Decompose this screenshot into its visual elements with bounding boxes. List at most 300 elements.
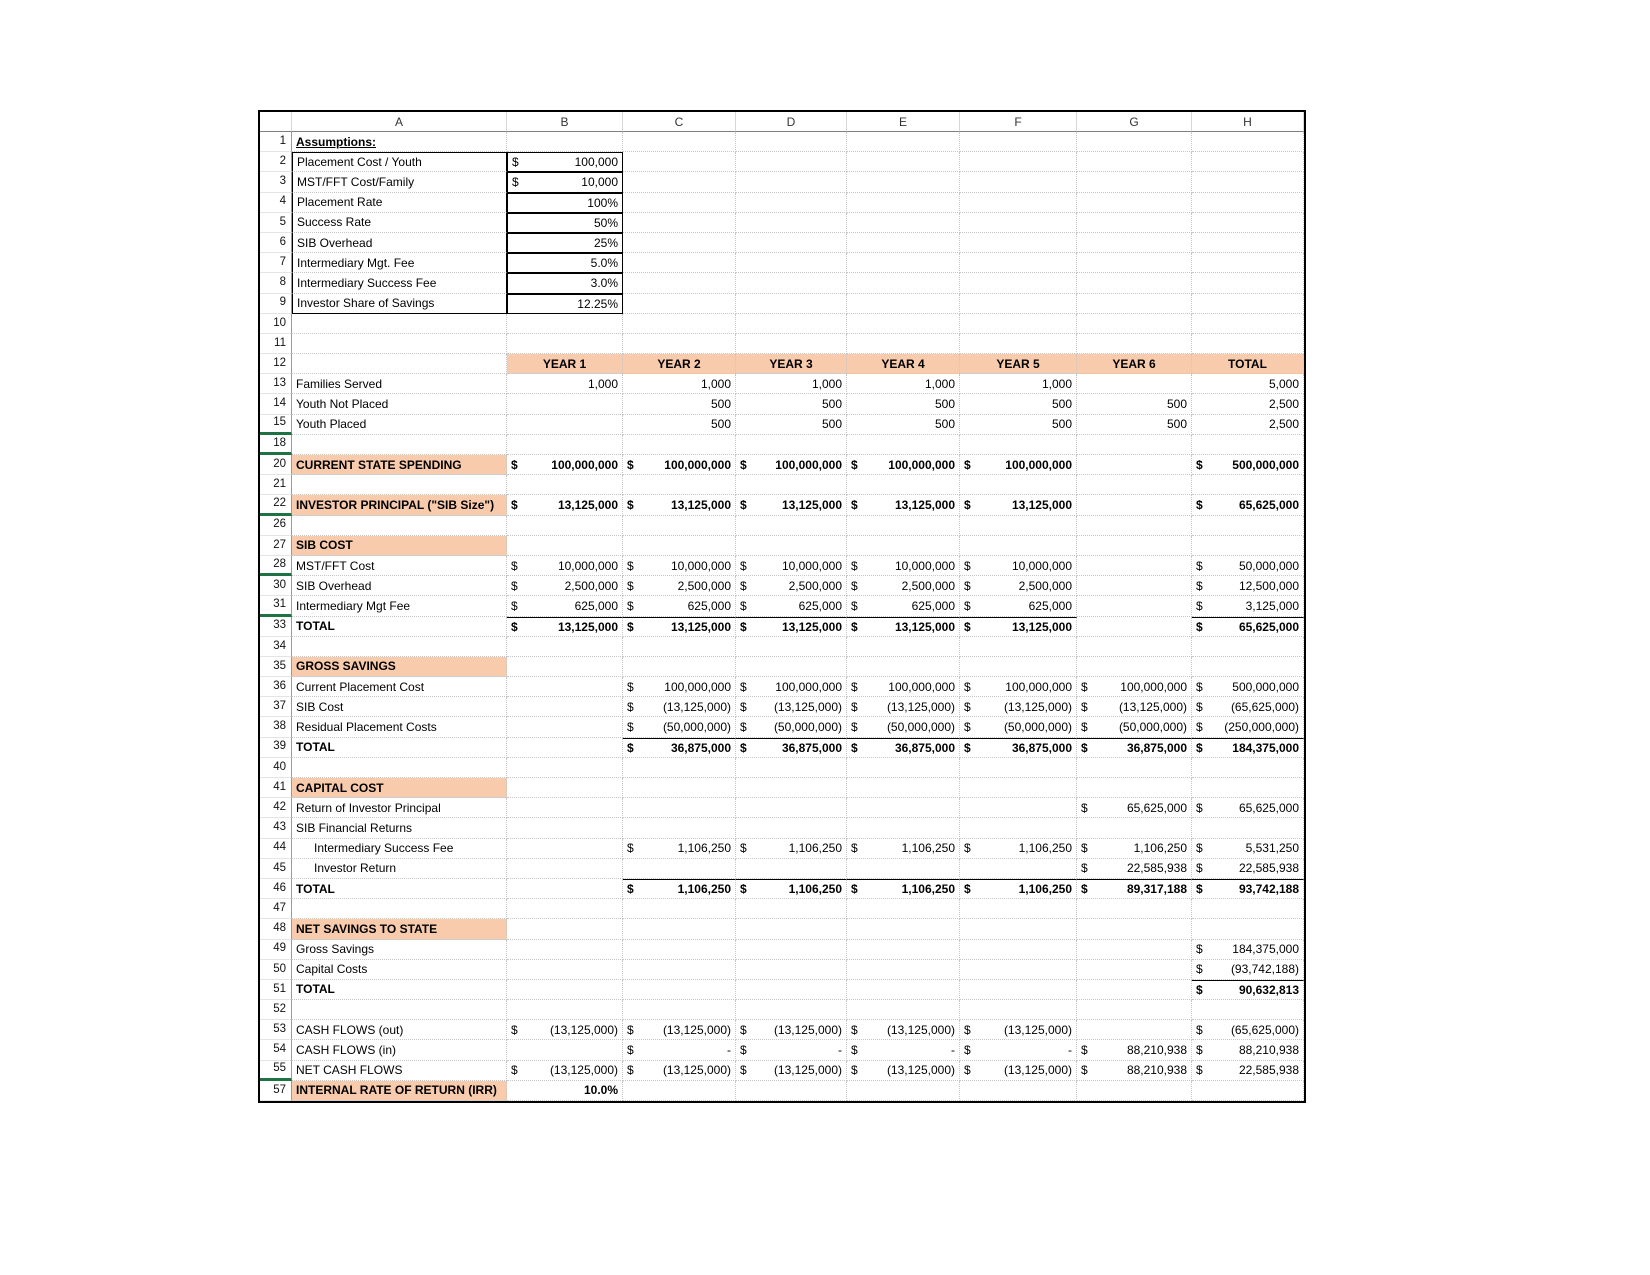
- row-header-3[interactable]: 3: [260, 172, 292, 192]
- row-header-38[interactable]: 38: [260, 717, 292, 737]
- row-header-1[interactable]: 1: [260, 132, 292, 152]
- cell-F2[interactable]: [960, 152, 1077, 172]
- cell-B35[interactable]: [507, 657, 623, 677]
- cell-G55[interactable]: [1077, 1061, 1192, 1081]
- cell-G50[interactable]: [1077, 960, 1192, 980]
- cell-B28[interactable]: [507, 556, 623, 576]
- cell-E15[interactable]: 500: [847, 415, 960, 435]
- cell-C21[interactable]: [623, 475, 736, 495]
- cell-B13[interactable]: 1,000: [507, 374, 623, 394]
- cell-D27[interactable]: [736, 536, 847, 556]
- row-header-11[interactable]: 11: [260, 334, 292, 354]
- cell-E57[interactable]: [847, 1081, 960, 1101]
- row-header-41[interactable]: 41: [260, 778, 292, 798]
- cell-H52[interactable]: [1192, 1000, 1304, 1020]
- row-header-57[interactable]: 57: [260, 1081, 292, 1101]
- cell-B20[interactable]: [507, 455, 623, 475]
- cell-B11[interactable]: [507, 334, 623, 354]
- row-header-47[interactable]: 47: [260, 899, 292, 919]
- row-header-8[interactable]: 8: [260, 273, 292, 293]
- cell-C38[interactable]: [623, 717, 736, 737]
- cell-B48[interactable]: [507, 919, 623, 939]
- cell-D31[interactable]: [736, 596, 847, 616]
- cell-A52[interactable]: [292, 1000, 507, 1020]
- cell-H31[interactable]: [1192, 596, 1304, 616]
- cell-B26[interactable]: [507, 516, 623, 536]
- cell-A12[interactable]: [292, 354, 507, 374]
- cell-D45[interactable]: [736, 859, 847, 879]
- cell-E8[interactable]: [847, 273, 960, 293]
- cell-E31[interactable]: [847, 596, 960, 616]
- cell-G38[interactable]: [1077, 717, 1192, 737]
- cell-E21[interactable]: [847, 475, 960, 495]
- cell-G43[interactable]: [1077, 818, 1192, 838]
- cell-A10[interactable]: [292, 314, 507, 334]
- cell-F1[interactable]: [960, 132, 1077, 152]
- cell-C6[interactable]: [623, 233, 736, 253]
- cell-D10[interactable]: [736, 314, 847, 334]
- cell-D35[interactable]: [736, 657, 847, 677]
- cell-H51[interactable]: [1192, 980, 1304, 1000]
- cell-F4[interactable]: [960, 193, 1077, 213]
- cell-F7[interactable]: [960, 253, 1077, 273]
- col-header-B[interactable]: B: [507, 112, 623, 132]
- cell-G11[interactable]: [1077, 334, 1192, 354]
- row-header-33[interactable]: 33: [260, 617, 292, 637]
- cell-A13[interactable]: Families Served: [292, 374, 507, 394]
- col-header-F[interactable]: F: [960, 112, 1077, 132]
- cell-E47[interactable]: [847, 899, 960, 919]
- cell-E27[interactable]: [847, 536, 960, 556]
- cell-C20[interactable]: [623, 455, 736, 475]
- cell-F31[interactable]: [960, 596, 1077, 616]
- cell-D41[interactable]: [736, 778, 847, 798]
- cell-D50[interactable]: [736, 960, 847, 980]
- cell-H10[interactable]: [1192, 314, 1304, 334]
- cell-B34[interactable]: [507, 637, 623, 657]
- cell-B21[interactable]: [507, 475, 623, 495]
- cell-G40[interactable]: [1077, 758, 1192, 778]
- cell-E35[interactable]: [847, 657, 960, 677]
- cell-E22[interactable]: [847, 495, 960, 515]
- cell-C5[interactable]: [623, 213, 736, 233]
- cell-F12[interactable]: YEAR 5: [960, 354, 1077, 374]
- cell-D6[interactable]: [736, 233, 847, 253]
- cell-H45[interactable]: [1192, 859, 1304, 879]
- cell-F44[interactable]: [960, 839, 1077, 859]
- cell-F21[interactable]: [960, 475, 1077, 495]
- row-header-18[interactable]: 18: [260, 435, 292, 455]
- cell-F49[interactable]: [960, 940, 1077, 960]
- cell-B42[interactable]: [507, 798, 623, 818]
- cell-C8[interactable]: [623, 273, 736, 293]
- row-header-9[interactable]: 9: [260, 294, 292, 314]
- cell-G47[interactable]: [1077, 899, 1192, 919]
- cell-E34[interactable]: [847, 637, 960, 657]
- cell-B1[interactable]: [507, 132, 623, 152]
- cell-F50[interactable]: [960, 960, 1077, 980]
- cell-E45[interactable]: [847, 859, 960, 879]
- cell-B49[interactable]: [507, 940, 623, 960]
- cell-C31[interactable]: [623, 596, 736, 616]
- cell-H27[interactable]: [1192, 536, 1304, 556]
- cell-C52[interactable]: [623, 1000, 736, 1020]
- col-header-A[interactable]: A: [292, 112, 507, 132]
- cell-D12[interactable]: YEAR 3: [736, 354, 847, 374]
- cell-D33[interactable]: [736, 617, 847, 637]
- cell-H35[interactable]: [1192, 657, 1304, 677]
- cell-G42[interactable]: [1077, 798, 1192, 818]
- cell-G37[interactable]: [1077, 697, 1192, 717]
- cell-E13[interactable]: 1,000: [847, 374, 960, 394]
- cell-F22[interactable]: [960, 495, 1077, 515]
- cell-H54[interactable]: [1192, 1040, 1304, 1060]
- cell-C15[interactable]: 500: [623, 415, 736, 435]
- cell-F8[interactable]: [960, 273, 1077, 293]
- row-header-4[interactable]: 4: [260, 193, 292, 213]
- cell-E10[interactable]: [847, 314, 960, 334]
- cell-E40[interactable]: [847, 758, 960, 778]
- cell-G20[interactable]: [1077, 455, 1192, 475]
- cell-E42[interactable]: [847, 798, 960, 818]
- row-header-22[interactable]: 22: [260, 495, 292, 515]
- corner-cell[interactable]: [260, 112, 292, 132]
- row-header-30[interactable]: 30: [260, 576, 292, 596]
- cell-B40[interactable]: [507, 758, 623, 778]
- cell-B44[interactable]: [507, 839, 623, 859]
- cell-A50[interactable]: Capital Costs: [292, 960, 507, 980]
- cell-A3[interactable]: MST/FFT Cost/Family: [292, 172, 507, 192]
- cell-F53[interactable]: [960, 1020, 1077, 1040]
- cell-H43[interactable]: [1192, 818, 1304, 838]
- cell-G51[interactable]: [1077, 980, 1192, 1000]
- cell-A57[interactable]: INTERNAL RATE OF RETURN (IRR): [292, 1081, 507, 1101]
- cell-B54[interactable]: [507, 1040, 623, 1060]
- col-header-G[interactable]: G: [1077, 112, 1192, 132]
- cell-C46[interactable]: [623, 879, 736, 899]
- col-header-D[interactable]: D: [736, 112, 847, 132]
- cell-H39[interactable]: [1192, 738, 1304, 758]
- cell-C18[interactable]: [623, 435, 736, 455]
- cell-C55[interactable]: [623, 1061, 736, 1081]
- cell-G33[interactable]: [1077, 617, 1192, 637]
- cell-D22[interactable]: [736, 495, 847, 515]
- cell-F9[interactable]: [960, 294, 1077, 314]
- cell-F33[interactable]: [960, 617, 1077, 637]
- cell-C26[interactable]: [623, 516, 736, 536]
- cell-D2[interactable]: [736, 152, 847, 172]
- cell-H55[interactable]: [1192, 1061, 1304, 1081]
- cell-D48[interactable]: [736, 919, 847, 939]
- cell-B53[interactable]: [507, 1020, 623, 1040]
- row-header-40[interactable]: 40: [260, 758, 292, 778]
- cell-F5[interactable]: [960, 213, 1077, 233]
- cell-H12[interactable]: TOTAL: [1192, 354, 1304, 374]
- cell-H8[interactable]: [1192, 273, 1304, 293]
- cell-G28[interactable]: [1077, 556, 1192, 576]
- cell-C12[interactable]: YEAR 2: [623, 354, 736, 374]
- cell-A28[interactable]: MST/FFT Cost: [292, 556, 507, 576]
- row-header-14[interactable]: 14: [260, 394, 292, 414]
- cell-H33[interactable]: [1192, 617, 1304, 637]
- cell-C11[interactable]: [623, 334, 736, 354]
- cell-D51[interactable]: [736, 980, 847, 1000]
- cell-F34[interactable]: [960, 637, 1077, 657]
- cell-G36[interactable]: [1077, 677, 1192, 697]
- cell-H53[interactable]: [1192, 1020, 1304, 1040]
- row-header-46[interactable]: 46: [260, 879, 292, 899]
- cell-B38[interactable]: [507, 717, 623, 737]
- cell-D18[interactable]: [736, 435, 847, 455]
- cell-H7[interactable]: [1192, 253, 1304, 273]
- cell-F6[interactable]: [960, 233, 1077, 253]
- cell-E41[interactable]: [847, 778, 960, 798]
- cell-C4[interactable]: [623, 193, 736, 213]
- cell-C54[interactable]: [623, 1040, 736, 1060]
- row-header-36[interactable]: 36: [260, 677, 292, 697]
- cell-A8[interactable]: Intermediary Success Fee: [292, 273, 507, 293]
- cell-H4[interactable]: [1192, 193, 1304, 213]
- cell-D21[interactable]: [736, 475, 847, 495]
- row-header-21[interactable]: 21: [260, 475, 292, 495]
- cell-H1[interactable]: [1192, 132, 1304, 152]
- cell-E12[interactable]: YEAR 4: [847, 354, 960, 374]
- cell-C41[interactable]: [623, 778, 736, 798]
- cell-B12[interactable]: YEAR 1: [507, 354, 623, 374]
- col-header-H[interactable]: H: [1192, 112, 1304, 132]
- cell-E48[interactable]: [847, 919, 960, 939]
- cell-E1[interactable]: [847, 132, 960, 152]
- cell-C53[interactable]: [623, 1020, 736, 1040]
- cell-H44[interactable]: [1192, 839, 1304, 859]
- cell-D49[interactable]: [736, 940, 847, 960]
- cell-E53[interactable]: [847, 1020, 960, 1040]
- cell-C39[interactable]: [623, 738, 736, 758]
- cell-B22[interactable]: [507, 495, 623, 515]
- cell-A5[interactable]: Success Rate: [292, 213, 507, 233]
- cell-C49[interactable]: [623, 940, 736, 960]
- row-header-7[interactable]: 7: [260, 253, 292, 273]
- cell-E14[interactable]: 500: [847, 394, 960, 414]
- row-header-49[interactable]: 49: [260, 940, 292, 960]
- row-header-15[interactable]: 15: [260, 415, 292, 435]
- cell-F52[interactable]: [960, 1000, 1077, 1020]
- cell-D3[interactable]: [736, 172, 847, 192]
- cell-H9[interactable]: [1192, 294, 1304, 314]
- cell-E38[interactable]: [847, 717, 960, 737]
- cell-G49[interactable]: [1077, 940, 1192, 960]
- cell-G53[interactable]: [1077, 1020, 1192, 1040]
- cell-E36[interactable]: [847, 677, 960, 697]
- cell-B31[interactable]: [507, 596, 623, 616]
- row-header-31[interactable]: 31: [260, 596, 292, 616]
- cell-F55[interactable]: [960, 1061, 1077, 1081]
- cell-G18[interactable]: [1077, 435, 1192, 455]
- cell-D9[interactable]: [736, 294, 847, 314]
- cell-C27[interactable]: [623, 536, 736, 556]
- cell-A46[interactable]: TOTAL: [292, 879, 507, 899]
- row-header-34[interactable]: 34: [260, 637, 292, 657]
- cell-F36[interactable]: [960, 677, 1077, 697]
- cell-A4[interactable]: Placement Rate: [292, 193, 507, 213]
- cell-H28[interactable]: [1192, 556, 1304, 576]
- cell-E37[interactable]: [847, 697, 960, 717]
- cell-E44[interactable]: [847, 839, 960, 859]
- cell-D57[interactable]: [736, 1081, 847, 1101]
- cell-E49[interactable]: [847, 940, 960, 960]
- cell-A33[interactable]: TOTAL: [292, 617, 507, 637]
- cell-D47[interactable]: [736, 899, 847, 919]
- cell-E55[interactable]: [847, 1061, 960, 1081]
- cell-G14[interactable]: 500: [1077, 394, 1192, 414]
- cell-A9[interactable]: Investor Share of Savings: [292, 294, 507, 314]
- cell-C1[interactable]: [623, 132, 736, 152]
- cell-G5[interactable]: [1077, 213, 1192, 233]
- cell-E43[interactable]: [847, 818, 960, 838]
- cell-H48[interactable]: [1192, 919, 1304, 939]
- row-header-55[interactable]: 55: [260, 1061, 292, 1081]
- cell-A7[interactable]: Intermediary Mgt. Fee: [292, 253, 507, 273]
- cell-G34[interactable]: [1077, 637, 1192, 657]
- cell-H34[interactable]: [1192, 637, 1304, 657]
- cell-F51[interactable]: [960, 980, 1077, 1000]
- cell-E46[interactable]: [847, 879, 960, 899]
- cell-B55[interactable]: [507, 1061, 623, 1081]
- cell-F57[interactable]: [960, 1081, 1077, 1101]
- cell-G41[interactable]: [1077, 778, 1192, 798]
- row-header-39[interactable]: 39: [260, 738, 292, 758]
- cell-E50[interactable]: [847, 960, 960, 980]
- cell-C3[interactable]: [623, 172, 736, 192]
- cell-G35[interactable]: [1077, 657, 1192, 677]
- cell-H38[interactable]: [1192, 717, 1304, 737]
- cell-B50[interactable]: [507, 960, 623, 980]
- cell-E33[interactable]: [847, 617, 960, 637]
- row-header-6[interactable]: 6: [260, 233, 292, 253]
- cell-F15[interactable]: 500: [960, 415, 1077, 435]
- row-header-44[interactable]: 44: [260, 839, 292, 859]
- cell-C14[interactable]: 500: [623, 394, 736, 414]
- cell-D37[interactable]: [736, 697, 847, 717]
- cell-B43[interactable]: [507, 818, 623, 838]
- cell-C22[interactable]: [623, 495, 736, 515]
- cell-F39[interactable]: [960, 738, 1077, 758]
- cell-E3[interactable]: [847, 172, 960, 192]
- cell-A45[interactable]: Investor Return: [292, 859, 507, 879]
- cell-A42[interactable]: Return of Investor Principal: [292, 798, 507, 818]
- cell-G26[interactable]: [1077, 516, 1192, 536]
- row-header-52[interactable]: 52: [260, 1000, 292, 1020]
- cell-B39[interactable]: [507, 738, 623, 758]
- cell-G54[interactable]: [1077, 1040, 1192, 1060]
- cell-C43[interactable]: [623, 818, 736, 838]
- cell-A6[interactable]: SIB Overhead: [292, 233, 507, 253]
- row-header-2[interactable]: 2: [260, 152, 292, 172]
- cell-B33[interactable]: [507, 617, 623, 637]
- cell-G52[interactable]: [1077, 1000, 1192, 1020]
- cell-H3[interactable]: [1192, 172, 1304, 192]
- cell-H22[interactable]: [1192, 495, 1304, 515]
- cell-B36[interactable]: [507, 677, 623, 697]
- cell-F45[interactable]: [960, 859, 1077, 879]
- cell-F13[interactable]: 1,000: [960, 374, 1077, 394]
- cell-C7[interactable]: [623, 253, 736, 273]
- cell-F42[interactable]: [960, 798, 1077, 818]
- cell-D36[interactable]: [736, 677, 847, 697]
- cell-H30[interactable]: [1192, 576, 1304, 596]
- cell-D1[interactable]: [736, 132, 847, 152]
- cell-B41[interactable]: [507, 778, 623, 798]
- cell-H47[interactable]: [1192, 899, 1304, 919]
- cell-A41[interactable]: CAPITAL COST: [292, 778, 507, 798]
- cell-F43[interactable]: [960, 818, 1077, 838]
- cell-B8[interactable]: 3.0%: [507, 273, 623, 293]
- row-header-43[interactable]: 43: [260, 818, 292, 838]
- cell-C57[interactable]: [623, 1081, 736, 1101]
- cell-F54[interactable]: [960, 1040, 1077, 1060]
- cell-H20[interactable]: [1192, 455, 1304, 475]
- cell-G1[interactable]: [1077, 132, 1192, 152]
- cell-B46[interactable]: [507, 879, 623, 899]
- cell-E18[interactable]: [847, 435, 960, 455]
- cell-A18[interactable]: [292, 435, 507, 455]
- row-header-12[interactable]: 12: [260, 354, 292, 374]
- cell-C40[interactable]: [623, 758, 736, 778]
- cell-G13[interactable]: [1077, 374, 1192, 394]
- cell-B9[interactable]: 12.25%: [507, 294, 623, 314]
- cell-C13[interactable]: 1,000: [623, 374, 736, 394]
- row-header-37[interactable]: 37: [260, 697, 292, 717]
- cell-B4[interactable]: 100%: [507, 193, 623, 213]
- cell-A44[interactable]: Intermediary Success Fee: [292, 839, 507, 859]
- cell-D44[interactable]: [736, 839, 847, 859]
- cell-F30[interactable]: [960, 576, 1077, 596]
- cell-G4[interactable]: [1077, 193, 1192, 213]
- cell-F48[interactable]: [960, 919, 1077, 939]
- row-header-26[interactable]: 26: [260, 516, 292, 536]
- cell-H5[interactable]: [1192, 213, 1304, 233]
- cell-C28[interactable]: [623, 556, 736, 576]
- cell-B2[interactable]: [507, 152, 623, 172]
- cell-D4[interactable]: [736, 193, 847, 213]
- cell-D53[interactable]: [736, 1020, 847, 1040]
- cell-A49[interactable]: Gross Savings: [292, 940, 507, 960]
- cell-B57[interactable]: 10.0%: [507, 1081, 623, 1101]
- cell-C10[interactable]: [623, 314, 736, 334]
- cell-F20[interactable]: [960, 455, 1077, 475]
- row-header-42[interactable]: 42: [260, 798, 292, 818]
- cell-B18[interactable]: [507, 435, 623, 455]
- cell-E2[interactable]: [847, 152, 960, 172]
- cell-H42[interactable]: [1192, 798, 1304, 818]
- cell-A38[interactable]: Residual Placement Costs: [292, 717, 507, 737]
- cell-A54[interactable]: CASH FLOWS (in): [292, 1040, 507, 1060]
- cell-B6[interactable]: 25%: [507, 233, 623, 253]
- row-header-13[interactable]: 13: [260, 374, 292, 394]
- cell-G12[interactable]: YEAR 6: [1077, 354, 1192, 374]
- cell-H18[interactable]: [1192, 435, 1304, 455]
- cell-F35[interactable]: [960, 657, 1077, 677]
- cell-C51[interactable]: [623, 980, 736, 1000]
- cell-E11[interactable]: [847, 334, 960, 354]
- cell-H37[interactable]: [1192, 697, 1304, 717]
- row-header-35[interactable]: 35: [260, 657, 292, 677]
- cell-D34[interactable]: [736, 637, 847, 657]
- cell-H6[interactable]: [1192, 233, 1304, 253]
- cell-G21[interactable]: [1077, 475, 1192, 495]
- cell-A35[interactable]: GROSS SAVINGS: [292, 657, 507, 677]
- cell-D13[interactable]: 1,000: [736, 374, 847, 394]
